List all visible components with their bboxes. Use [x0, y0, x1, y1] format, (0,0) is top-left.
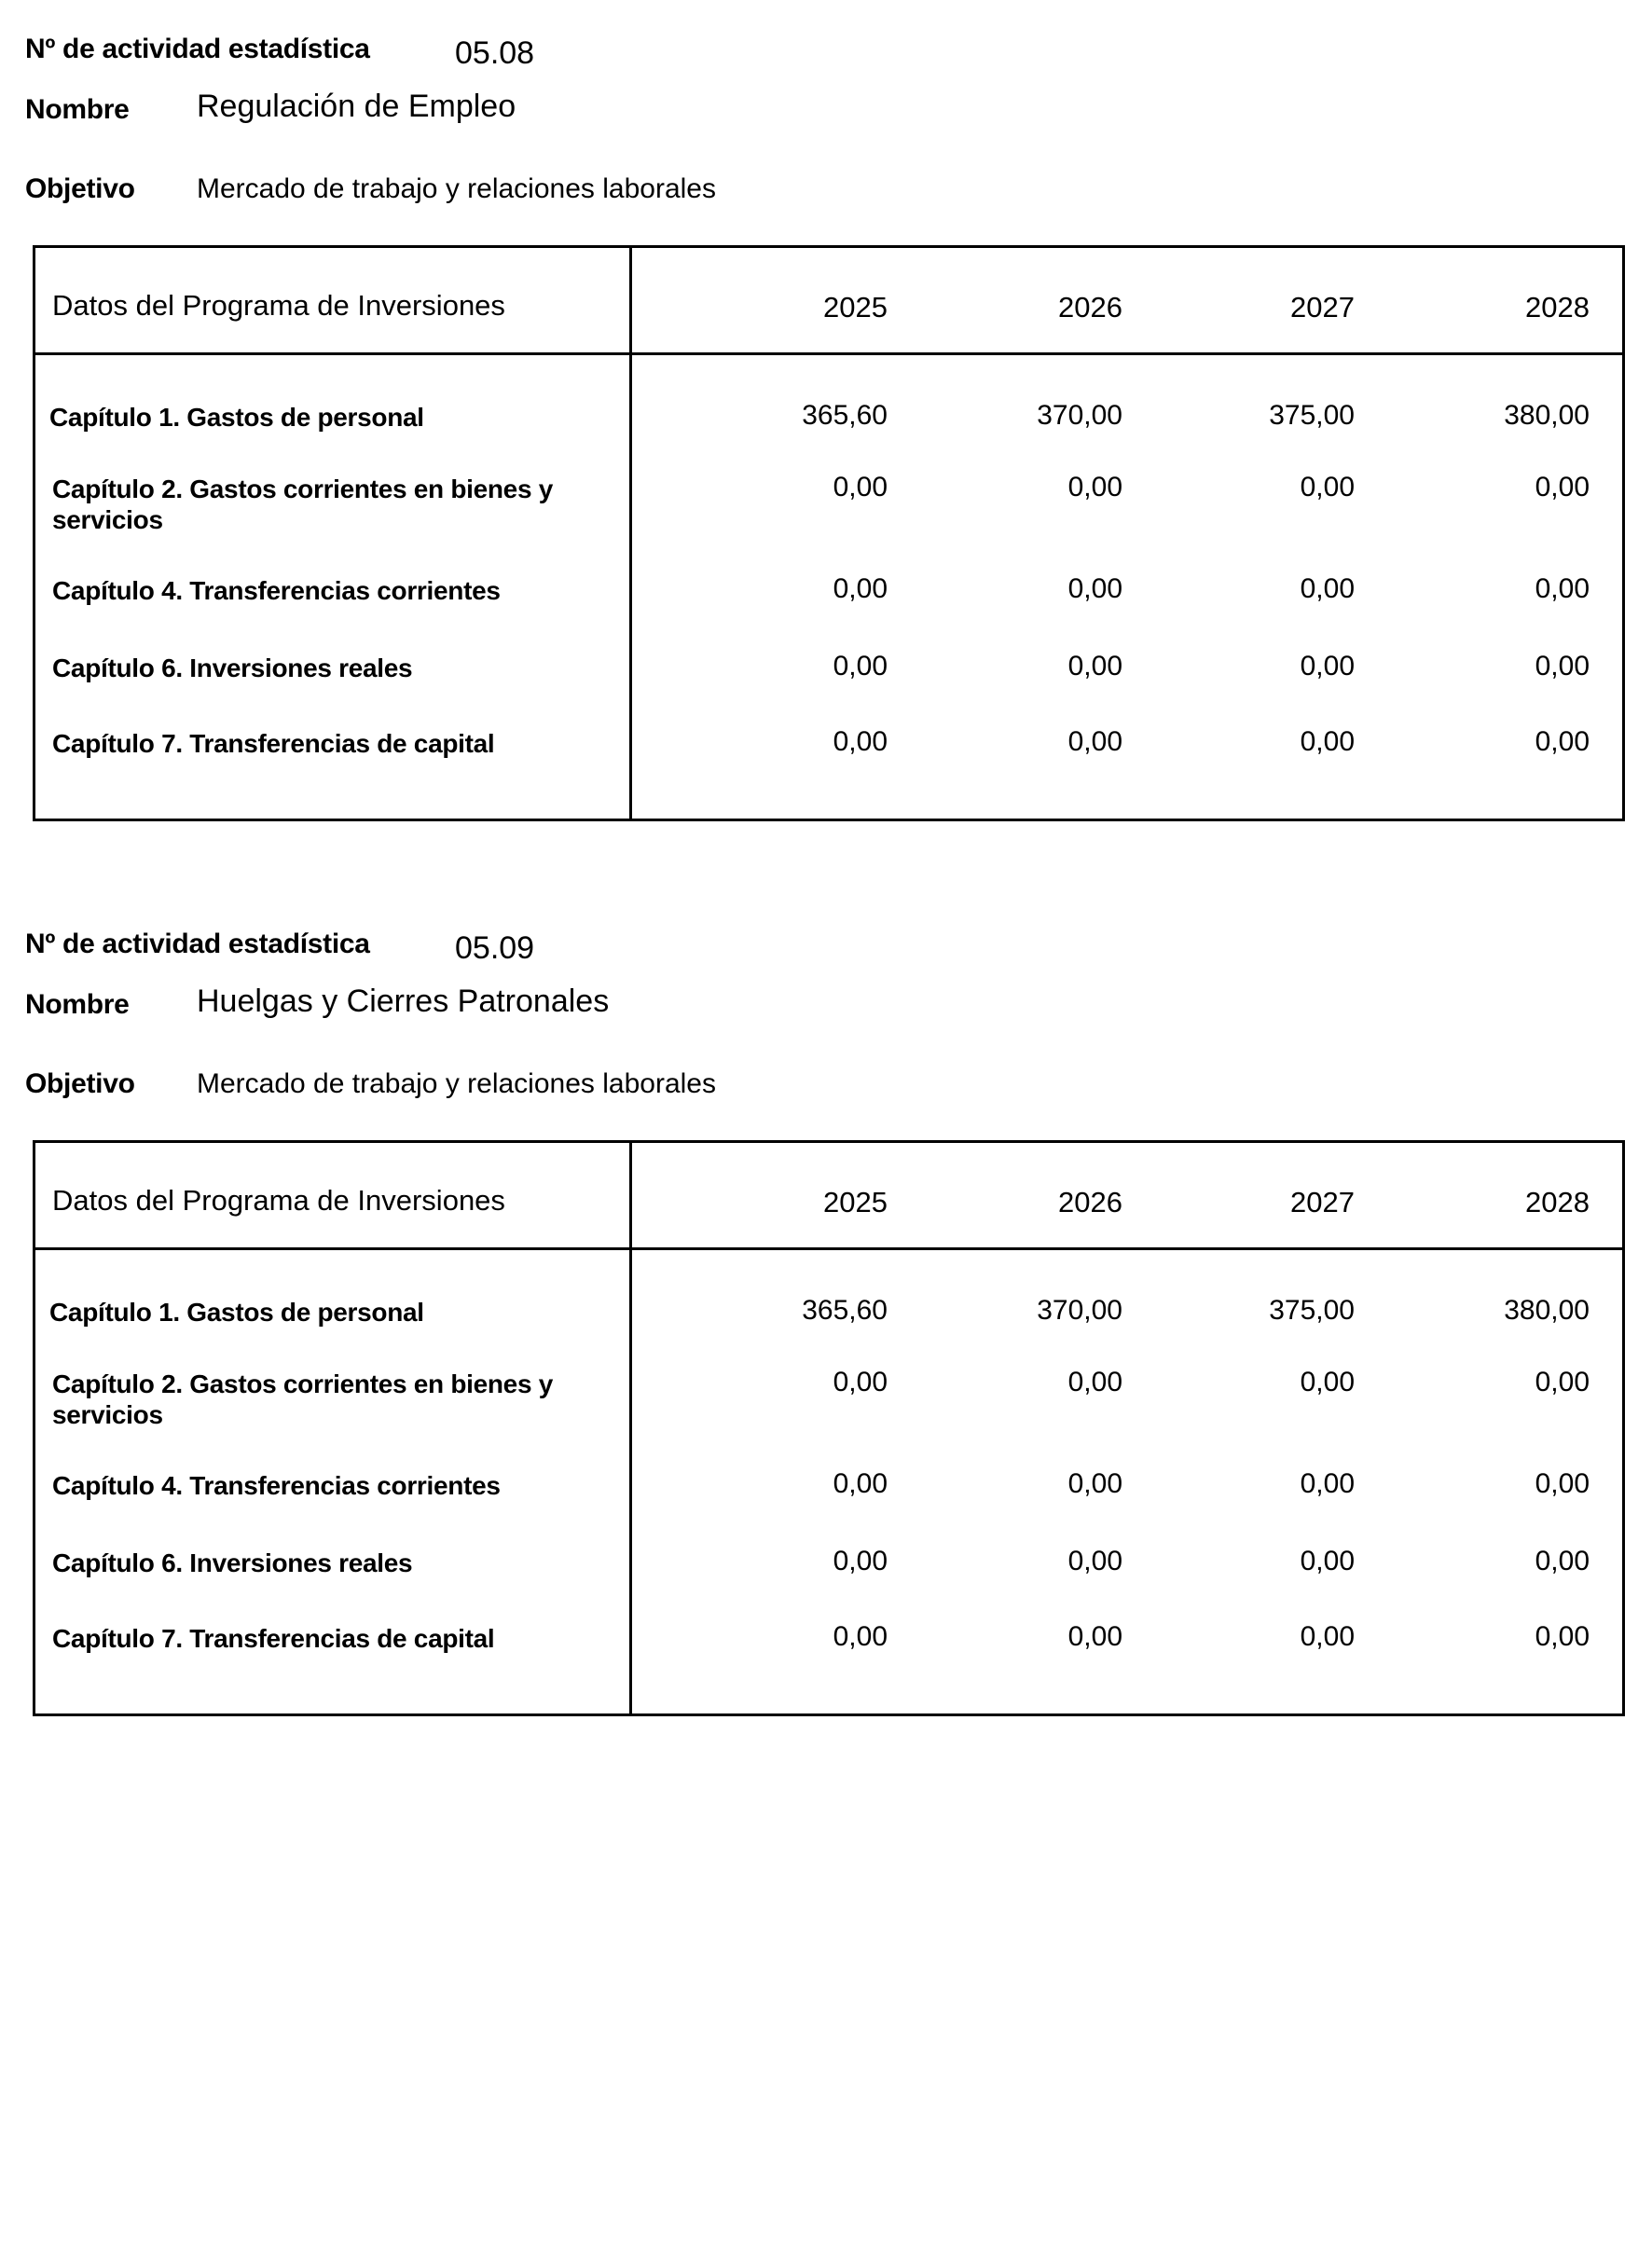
table-cell: 0,00 — [1300, 726, 1355, 757]
name-label: Nombre — [25, 94, 130, 125]
table-cell: 0,00 — [1535, 1546, 1590, 1576]
row-label: Capítulo 6. Inversiones reales — [52, 1548, 413, 1577]
table-cell: 0,00 — [1535, 1367, 1590, 1397]
activity-section — [0, 0, 1652, 895]
objective-value: Mercado de trabajo y relaciones laborales — [197, 173, 716, 204]
table-cell: 375,00 — [1269, 1295, 1355, 1326]
year-header: 2027 — [1290, 1186, 1355, 1218]
name-value: Huelgas y Cierres Patronales — [197, 984, 610, 1019]
table-cell: 0,00 — [1300, 573, 1355, 604]
row-label: Capítulo 4. Transferencias corrientes — [52, 576, 501, 605]
table-cell: 380,00 — [1504, 400, 1590, 431]
table-cell: 0,00 — [833, 472, 888, 502]
table-column-divider — [629, 248, 632, 819]
table-cell: 0,00 — [1067, 651, 1122, 681]
table-cell: 0,00 — [1300, 1621, 1355, 1652]
table-cell: 0,00 — [1535, 651, 1590, 681]
activity-number-value: 05.08 — [455, 35, 535, 71]
table-cell: 365,60 — [802, 400, 888, 431]
table-header-title: Datos del Programa de Inversiones — [52, 289, 505, 322]
table-cell: 0,00 — [1535, 573, 1590, 604]
table-cell: 0,00 — [1067, 472, 1122, 502]
table-cell: 0,00 — [833, 1621, 888, 1652]
table-cell: 0,00 — [1067, 1621, 1122, 1652]
activity-section — [0, 895, 1652, 1790]
row-label: Capítulo 6. Inversiones reales — [52, 654, 413, 682]
activity-number-value: 05.09 — [455, 930, 535, 966]
table-cell: 0,00 — [1535, 1621, 1590, 1652]
table-cell: 0,00 — [1535, 1468, 1590, 1499]
table-cell: 0,00 — [1300, 1546, 1355, 1576]
table-cell: 0,00 — [1067, 1468, 1122, 1499]
name-label: Nombre — [25, 989, 130, 1020]
table-cell: 0,00 — [833, 726, 888, 757]
row-label: Capítulo 1. Gastos de personal — [49, 1298, 424, 1327]
table-cell: 0,00 — [833, 1546, 888, 1576]
objective-value: Mercado de trabajo y relaciones laborales — [197, 1068, 716, 1099]
table-cell: 0,00 — [1300, 651, 1355, 681]
table-cell: 0,00 — [833, 573, 888, 604]
row-label: Capítulo 7. Transferencias de capital — [52, 729, 495, 758]
table-cell: 0,00 — [1300, 472, 1355, 502]
table-cell: 370,00 — [1037, 1295, 1122, 1326]
table-column-divider — [629, 1143, 632, 1713]
table-cell: 370,00 — [1037, 400, 1122, 431]
table-cell: 0,00 — [1067, 726, 1122, 757]
table-cell: 0,00 — [1300, 1367, 1355, 1397]
table-cell: 0,00 — [833, 1367, 888, 1397]
table-cell: 0,00 — [1067, 1367, 1122, 1397]
investment-table — [33, 245, 1625, 821]
row-label: Capítulo 2. Gastos corrientes en bienes y servicios — [52, 1369, 553, 1429]
activity-number-label: Nº de actividad estadística — [25, 929, 370, 959]
objective-label: Objetivo — [25, 1068, 135, 1099]
name-value: Regulación de Empleo — [197, 89, 516, 124]
year-header: 2025 — [823, 291, 888, 323]
table-cell: 0,00 — [833, 651, 888, 681]
year-header: 2028 — [1525, 291, 1590, 323]
year-header: 2025 — [823, 1186, 888, 1218]
table-header-divider — [35, 352, 1622, 355]
table-cell: 0,00 — [1067, 1546, 1122, 1576]
year-header: 2026 — [1058, 1186, 1122, 1218]
year-header: 2027 — [1290, 291, 1355, 323]
table-cell: 0,00 — [833, 1468, 888, 1499]
table-header-title: Datos del Programa de Inversiones — [52, 1184, 505, 1217]
row-label: Capítulo 4. Transferencias corrientes — [52, 1471, 501, 1500]
row-label: Capítulo 7. Transferencias de capital — [52, 1624, 495, 1653]
table-cell: 0,00 — [1535, 726, 1590, 757]
table-cell: 375,00 — [1269, 400, 1355, 431]
objective-label: Objetivo — [25, 173, 135, 204]
table-cell: 365,60 — [802, 1295, 888, 1326]
year-header: 2028 — [1525, 1186, 1590, 1218]
investment-table — [33, 1140, 1625, 1716]
row-label: Capítulo 2. Gastos corrientes en bienes y servicios — [52, 475, 553, 534]
year-header: 2026 — [1058, 291, 1122, 323]
table-cell: 0,00 — [1535, 472, 1590, 502]
table-cell: 0,00 — [1300, 1468, 1355, 1499]
row-label: Capítulo 1. Gastos de personal — [49, 403, 424, 432]
table-cell: 380,00 — [1504, 1295, 1590, 1326]
table-cell: 0,00 — [1067, 573, 1122, 604]
table-header-divider — [35, 1247, 1622, 1250]
activity-number-label: Nº de actividad estadística — [25, 34, 370, 64]
